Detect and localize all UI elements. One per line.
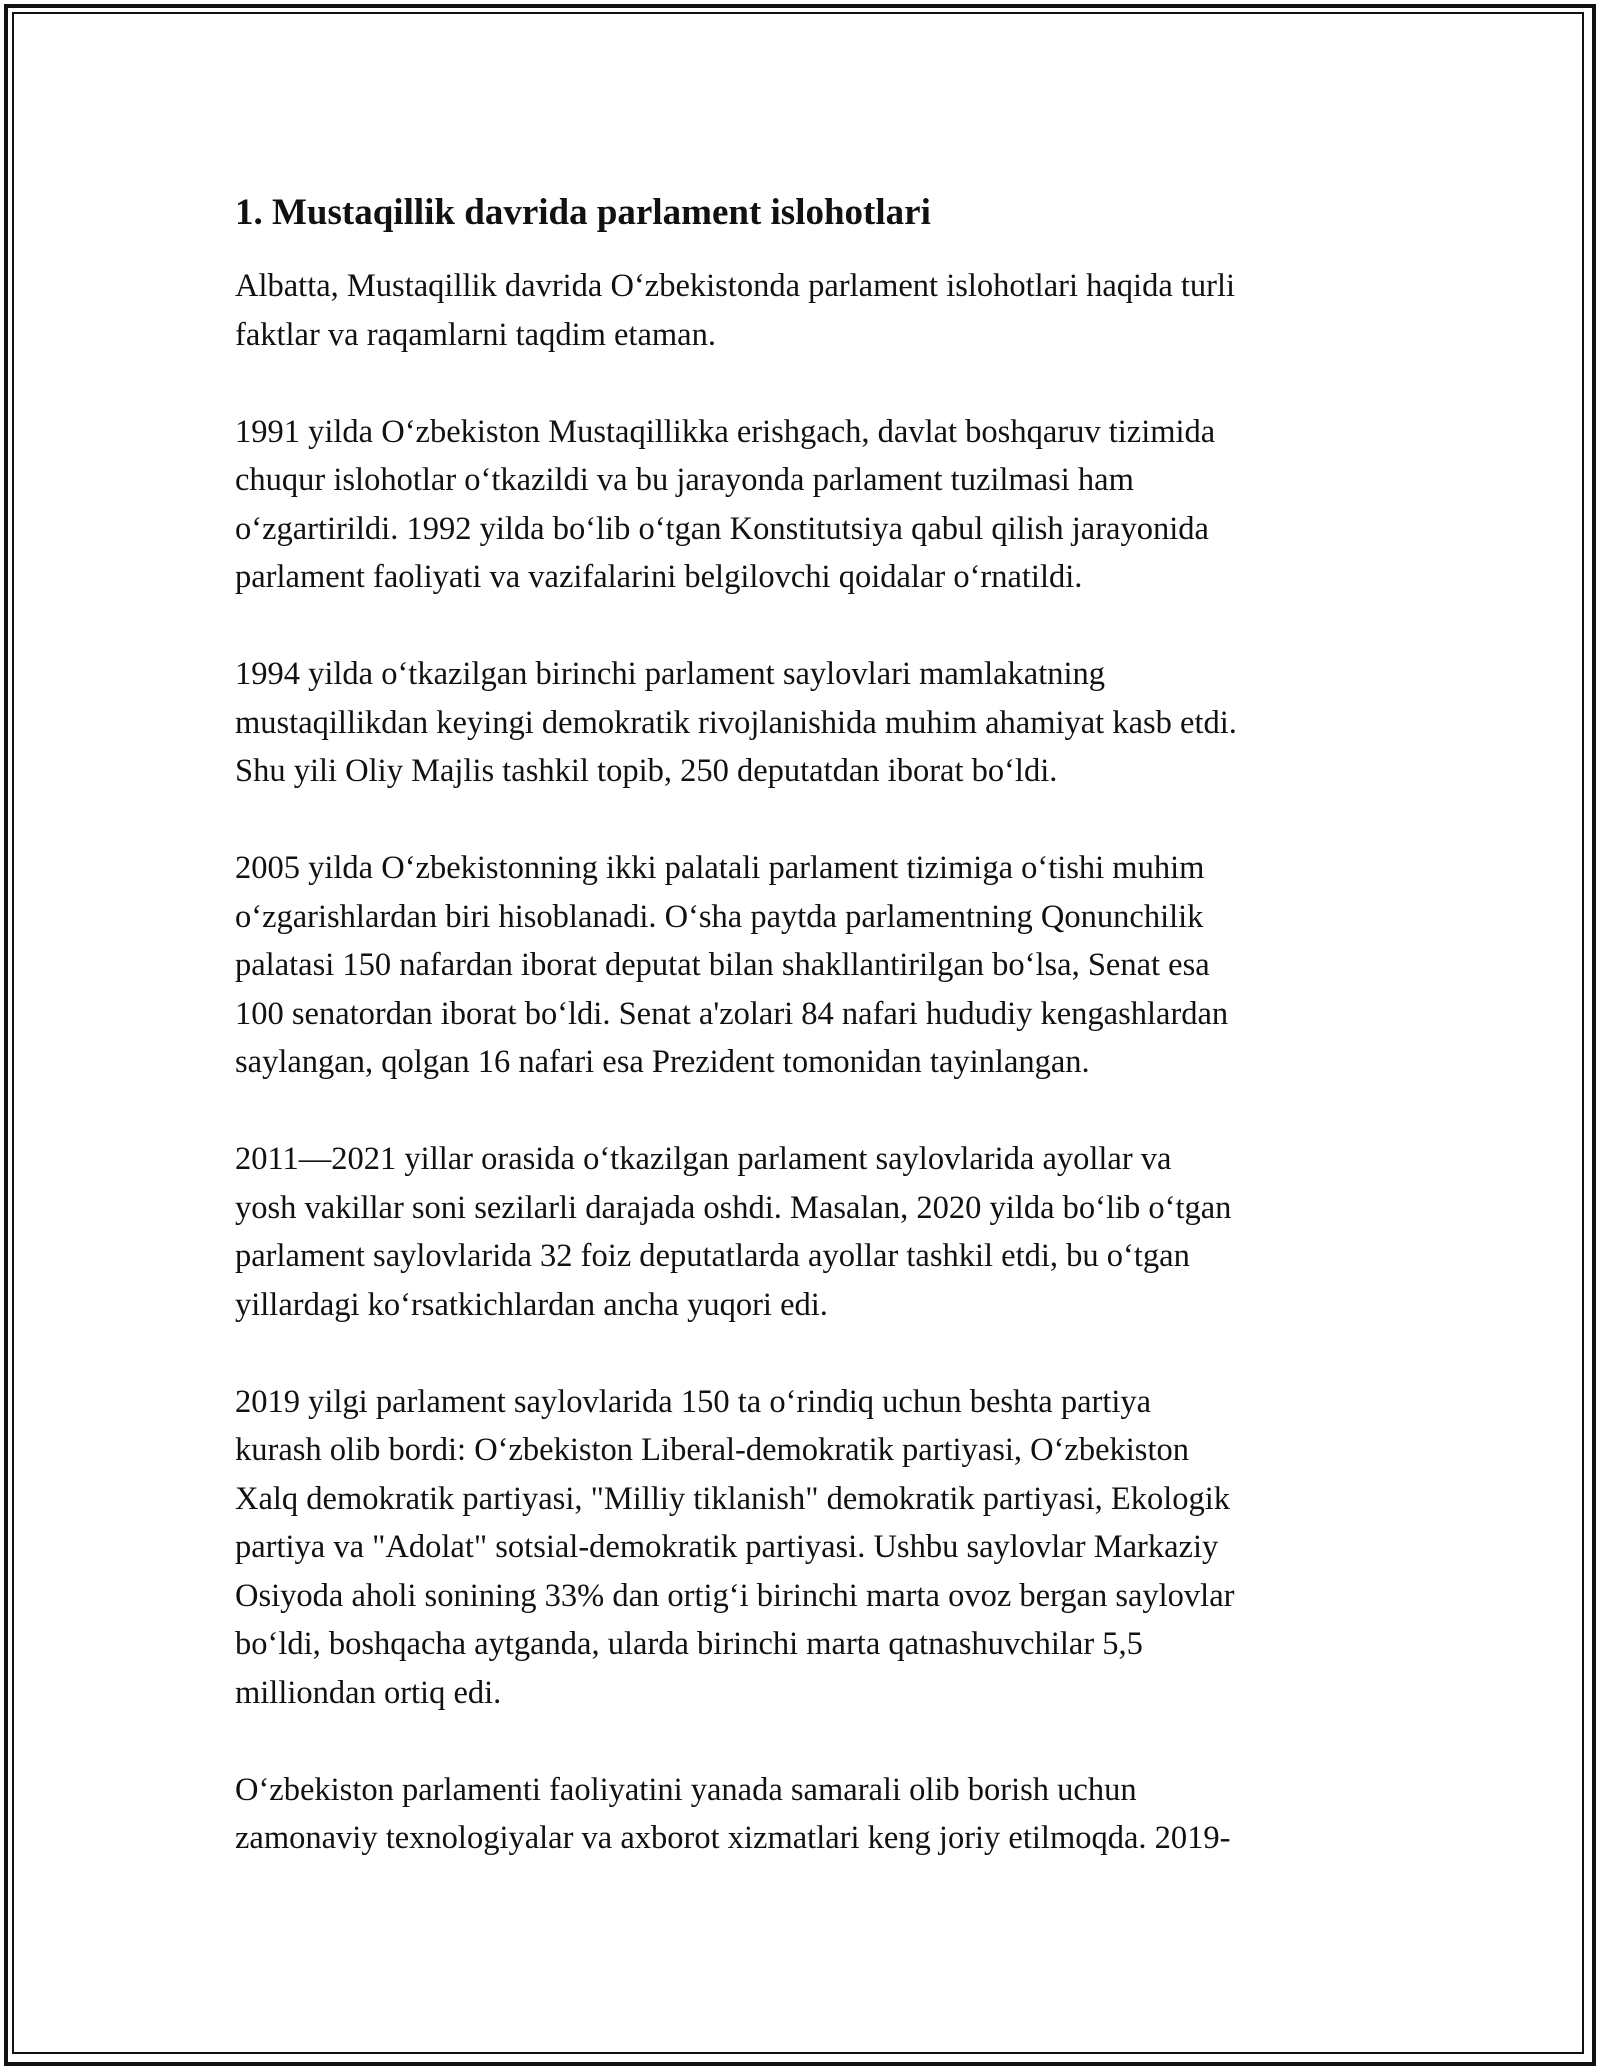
paragraph-intro	[235, 262, 1385, 359]
document-body	[235, 188, 1385, 1911]
paragraph-line: parlament faoliyati va vazifalarini belgilovchi qoidalar o‘rnatildi.	[235, 559, 1083, 595]
paragraph-line: yillardagi ko‘rsatkichlardan ancha yuqori edi.	[235, 1286, 828, 1323]
paragraph-line: saylangan, qolgan 16 nafari esa Prezident tomonidan tayinlangan.	[235, 1044, 1090, 1080]
paragraph-line: mustaqillikdan keyingi demokratik rivojlanishida muhim ahamiyat kasb etdi.	[235, 704, 1237, 741]
paragraph-2011-2021	[235, 1135, 1385, 1329]
paragraph-line: o‘zgartirildi. 1992 yilda bo‘lib o‘tgan Konstitutsiya qabul qilish jarayonida	[235, 510, 1209, 547]
paragraph-line: 1991 yilda O‘zbekiston Mustaqillikka erishgach, davlat boshqaruv tizimida	[235, 413, 1216, 450]
paragraph-line: kurash olib bordi: O‘zbekiston Liberal-demokratik partiyasi, O‘zbekiston	[235, 1432, 1189, 1468]
paragraph-line: partiya va "Adolat" sotsial-demokratik partiyasi. Ushbu saylovlar Markaziy	[235, 1529, 1219, 1565]
paragraph-line: faktlar va raqamlarni taqdim etaman.	[235, 316, 716, 353]
paragraph-line: chuqur islohotlar o‘tkazildi va bu jarayonda parlament tuzilmasi ham	[235, 462, 1134, 498]
paragraph-1991	[235, 408, 1385, 602]
paragraph-line: 2005 yilda O‘zbekistonning ikki palatali parlament tizimiga o‘tishi muhim	[235, 850, 1205, 886]
paragraph-2019	[235, 1378, 1385, 1718]
paragraph-line: parlament saylovlarida 32 foiz deputatlarda ayollar tashkil etdi, bu o‘tgan	[235, 1238, 1190, 1274]
paragraph-line: bo‘ldi, boshqacha aytganda, ularda birinchi marta qatnashuvchilar 5,5	[235, 1626, 1143, 1662]
paragraph-line: o‘zgarishlardan biri hisoblanadi. O‘sha paytda parlamentning Qonunchilik	[235, 898, 1204, 935]
paragraph-line: 2019 yilgi parlament saylovlarida 150 ta o‘rindiq uchun beshta partiya	[235, 1383, 1152, 1420]
section-heading: 1. Mustaqillik davrida parlament islohotlari	[235, 192, 931, 233]
paragraph-line: Osiyoda aholi sonining 33% dan ortig‘i birinchi marta ovoz bergan saylovlar	[235, 1577, 1235, 1614]
paragraph-2005	[235, 844, 1385, 1087]
paragraph-line: 2011—2021 yillar orasida o‘tkazilgan parlament saylovlarida ayollar va	[235, 1141, 1172, 1177]
paragraph-line: yosh vakillar soni sezilarli darajada oshdi. Masalan, 2020 yilda bo‘lib o‘tgan	[235, 1189, 1232, 1226]
paragraph-line: 100 senatordan iborat bo‘ldi. Senat a'zolari 84 nafari hududiy kengashlardan	[235, 995, 1229, 1032]
paragraph-line: O‘zbekiston parlamenti faoliyatini yanada samarali olib borish uchun	[235, 1771, 1137, 1808]
paragraph-line: zamonaviy texnologiyalar va axborot xizmatlari keng joriy etilmoqda. 2019-	[235, 1820, 1231, 1856]
paragraph-line: Shu yili Oliy Majlis tashkil topib, 250 deputatdan iborat bo‘ldi.	[235, 753, 1058, 789]
paragraph-1994	[235, 650, 1385, 796]
paragraph-line: Xalq demokratik partiyasi, "Milliy tiklanish" demokratik partiyasi, Ekologik	[235, 1480, 1231, 1517]
paragraph-line: 1994 yilda o‘tkazilgan birinchi parlament saylovlari mamlakatning	[235, 656, 1106, 692]
paragraph-technology	[235, 1766, 1385, 1863]
paragraph-line: palatasi 150 nafardan iborat deputat bilan shakllantirilgan bo‘lsa, Senat esa	[235, 947, 1210, 983]
paragraph-line: milliondan ortiq edi.	[235, 1674, 502, 1711]
paragraph-line: Albatta, Mustaqillik davrida O‘zbekistonda parlament islohotlari haqida turli	[235, 268, 1236, 304]
